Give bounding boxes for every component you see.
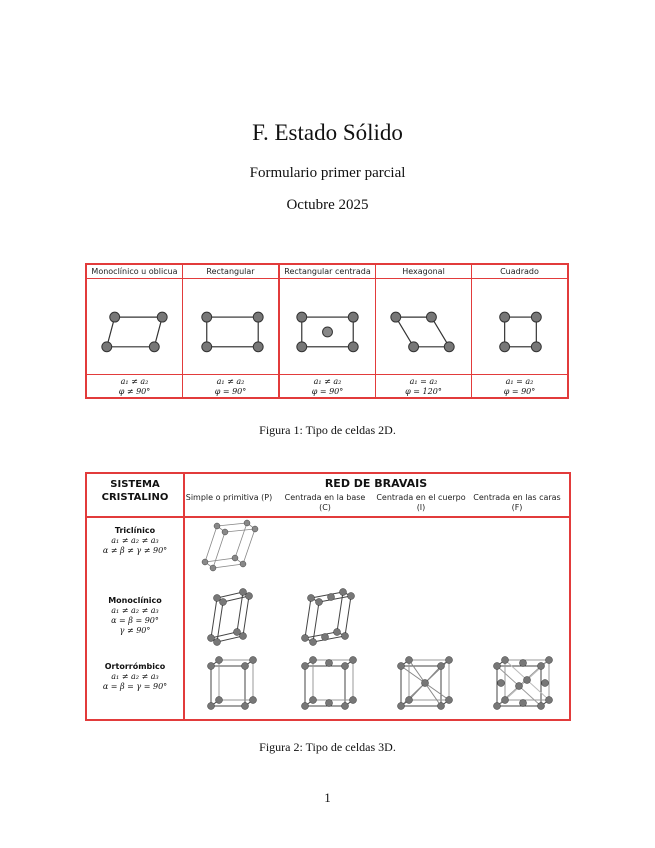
lattice-monoclinic-primitive [205, 588, 257, 646]
cell-2d-square [472, 265, 567, 397]
cell-2d-header: Hexagonal [376, 265, 471, 279]
condition-1: a₁ = a₂ [409, 377, 438, 386]
lattice-2d-rect-centered [280, 279, 375, 375]
system-eq-2: α = β = 90° [111, 616, 159, 625]
system-name: Monoclínico [108, 596, 162, 605]
subheader-primitive: Simple o primitiva (P) [185, 493, 273, 502]
bravais-header: RED DE BRAVAIS [324, 477, 428, 490]
system-eq-1: a₁ ≠ a₂ ≠ a₃ [111, 672, 159, 681]
system-eq-3: γ ≠ 90° [119, 626, 151, 635]
cell-2d-rect-centered [280, 265, 376, 397]
system-header [87, 478, 183, 504]
lattice-monoclinic-base-centered [297, 588, 359, 648]
lattice-2d-oblique [87, 279, 182, 375]
cell-2d-header: Cuadrado [472, 265, 567, 279]
system-eq-1: a₁ ≠ a₂ ≠ a₃ [111, 606, 159, 615]
row-label-monoclinic [87, 596, 183, 636]
system-eq-2: α ≠ β ≠ γ ≠ 90° [102, 546, 168, 555]
lattice-2d-rectangular [183, 279, 278, 375]
cell-2d-header: Rectangular centrada [280, 265, 375, 279]
condition-1: a₁ = a₂ [505, 377, 534, 386]
row-label-triclinic [87, 526, 183, 556]
figure-1-caption: Figura 1: Tipo de celdas 2D. [259, 423, 396, 437]
system-name: Triclínico [114, 526, 156, 535]
condition-1: a₁ ≠ a₂ [120, 377, 149, 386]
condition-2: φ = 120° [405, 387, 442, 396]
condition-2: φ = 90° [503, 387, 536, 396]
condition-2: φ ≠ 90° [118, 387, 151, 396]
page-number: 1 [324, 790, 331, 805]
figure-1-table [85, 263, 569, 399]
figure-2-caption: Figura 2: Tipo de celdas 3D. [259, 740, 396, 754]
document-subtitle: Formulario primer parcial [249, 165, 406, 181]
cell-2d-rectangular [183, 265, 280, 397]
document-title: F. Estado Sólido [252, 120, 403, 145]
lattice-orthorhombic-body-centered [395, 656, 455, 716]
subheader-base-centered: Centrada en la base (C) [284, 493, 366, 512]
condition-1: a₁ ≠ a₂ [313, 377, 342, 386]
subheader-body-centered: Centrada en el cuerpo (I) [376, 493, 466, 512]
cell-2d-hexagonal [376, 265, 472, 397]
system-header-line-2: CRISTALINO [101, 492, 169, 503]
system-eq-2: α = β = γ = 90° [102, 682, 168, 691]
figure-2-table [85, 472, 571, 721]
lattice-orthorhombic-face-centered [491, 656, 555, 716]
subheader-face-centered: Centrada en las caras (F) [473, 493, 561, 512]
lattice-triclinic-primitive [199, 518, 259, 580]
cell-2d-header: Rectangular [183, 265, 278, 279]
row-label-orthorhombic [87, 662, 183, 692]
condition-2: φ = 90° [311, 387, 344, 396]
system-name: Ortorrómbico [104, 662, 166, 671]
document-date: Octubre 2025 [286, 197, 369, 213]
lattice-2d-hexagonal [376, 279, 471, 375]
cell-2d-header: Monoclínico u oblicua [87, 265, 182, 279]
system-header-line-1: SISTEMA [110, 479, 160, 490]
lattice-2d-square [472, 279, 567, 375]
condition-1: a₁ ≠ a₂ [216, 377, 245, 386]
system-eq-1: a₁ ≠ a₂ ≠ a₃ [111, 536, 159, 545]
lattice-orthorhombic-base-centered [299, 656, 359, 716]
cell-2d-monoclinic [87, 265, 183, 397]
lattice-orthorhombic-primitive [205, 656, 261, 716]
condition-2: φ = 90° [214, 387, 247, 396]
